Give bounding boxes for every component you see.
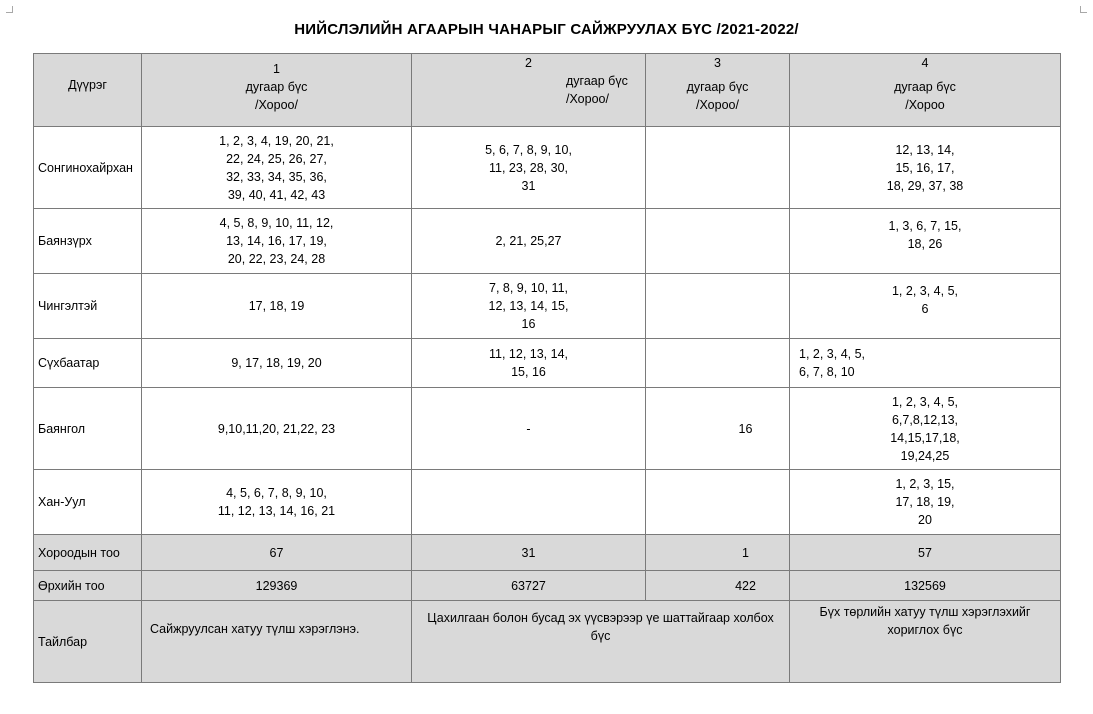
zone-4-household-count: 132569 xyxy=(790,571,1061,601)
zone-4-cell: 1, 2, 3, 4, 5, 6, 7, 8, 10 xyxy=(790,339,1061,388)
district-cell: Баянгол xyxy=(34,388,142,470)
district-cell: Сүхбаатар xyxy=(34,339,142,388)
zone-4-cell: 1, 2, 3, 15, 17, 18, 19, 20 xyxy=(790,470,1061,535)
zone-2-3-note: Цахилгаан болон бусад эх үүсвэрээр үе шаттайгаар холбох бүс xyxy=(412,601,790,683)
notes-row xyxy=(34,601,1061,683)
table-row xyxy=(34,127,1061,209)
zone-3-khoroo-count: 1 xyxy=(646,535,790,571)
zone-1-label: дугаар бүс /Хороо/ xyxy=(245,80,308,112)
zone-2-number: 2 xyxy=(525,56,532,70)
zone-2-label: дугаар бүс /Хороо/ xyxy=(566,74,628,106)
zone-4-note: Бүх төрлийн хатуу түлш хэрэглэхийг хориглох бүс xyxy=(790,601,1061,683)
table-row xyxy=(34,470,1061,535)
zone-1-cell: 17, 18, 19 xyxy=(142,274,412,339)
header-zone-3 xyxy=(646,54,790,127)
zone-3-cell xyxy=(646,127,790,209)
zone-4-khoroo-count: 57 xyxy=(790,535,1061,571)
table-row xyxy=(34,274,1061,339)
zone-4-cell: 1, 3, 6, 7, 15, 18, 26 xyxy=(790,209,1061,274)
zone-1-khoroo-count: 67 xyxy=(142,535,412,571)
header-district-label: Дүүрэг xyxy=(68,78,107,92)
header-zone-4 xyxy=(790,54,1061,127)
household-count-label: Өрхийн тоо xyxy=(34,571,142,601)
zone-1-cell: 9, 17, 18, 19, 20 xyxy=(142,339,412,388)
header-zone-2 xyxy=(412,54,646,127)
header-zone-1 xyxy=(142,54,412,127)
table-row xyxy=(34,339,1061,388)
zone-4-number: 4 xyxy=(921,56,929,70)
notes-label: Тайлбар xyxy=(34,601,142,683)
document-title: НИЙСЛЭЛИЙН АГААРЫН ЧАНАРЫГ САЙЖРУУЛАХ БҮС /2021-2022/ xyxy=(294,21,799,38)
zone-4-cell: 1, 2, 3, 4, 5, 6,7,8,12,13, 14,15,17,18, 19,24,25 xyxy=(790,388,1061,470)
zone-3-household-count: 422 xyxy=(646,571,790,601)
zone-2-cell: 11, 12, 13, 14, 15, 16 xyxy=(412,339,646,388)
zone-2-khoroo-count: 31 xyxy=(412,535,646,571)
zone-2-cell: 7, 8, 9, 10, 11, 12, 13, 14, 15, 16 xyxy=(412,274,646,339)
zone-1-note: Сайжруулсан хатуу түлш хэрэглэнэ. xyxy=(142,601,412,683)
zone-3-cell xyxy=(646,209,790,274)
table-header-row xyxy=(34,54,1061,127)
district-cell: Сонгинохайрхан xyxy=(34,127,142,209)
zone-1-number: 1 xyxy=(273,62,280,76)
district-cell: Хан-Уул xyxy=(34,470,142,535)
page-corner-mark-left xyxy=(6,6,13,13)
zone-3-cell: 16 xyxy=(646,388,790,470)
zone-2-cell xyxy=(412,470,646,535)
zone-1-cell: 9,10,11,20, 21,22, 23 xyxy=(142,388,412,470)
zone-1-cell: 1, 2, 3, 4, 19, 20, 21, 22, 24, 25, 26, 27, 32, 33, 34, 35, 36, 39, 40, 41, 42, 43 xyxy=(142,127,412,209)
table-row xyxy=(34,209,1061,274)
page-corner-mark-right xyxy=(1080,6,1087,13)
zone-3-number: 3 xyxy=(714,56,721,70)
zone-4-label: дугаар бүс /Хороо xyxy=(894,80,956,112)
zone-3-cell xyxy=(646,470,790,535)
zone-3-label: дугаар бүс /Хороо/ xyxy=(686,80,749,112)
zone-1-household-count: 129369 xyxy=(142,571,412,601)
air-quality-zones-table xyxy=(33,53,1061,683)
zone-1-cell: 4, 5, 6, 7, 8, 9, 10, 11, 12, 13, 14, 16, 21 xyxy=(142,470,412,535)
zone-4-cell: 12, 13, 14, 15, 16, 17, 18, 29, 37, 38 xyxy=(790,127,1061,209)
zone-4-cell: 1, 2, 3, 4, 5, 6 xyxy=(790,274,1061,339)
zone-1-cell: 4, 5, 8, 9, 10, 11, 12, 13, 14, 16, 17, 19, 20, 22, 23, 24, 28 xyxy=(142,209,412,274)
zone-2-cell: 2, 21, 25,27 xyxy=(412,209,646,274)
zone-2-household-count: 63727 xyxy=(412,571,646,601)
khoroo-count-label: Хороодын тоо xyxy=(34,535,142,571)
zone-3-cell xyxy=(646,274,790,339)
zone-2-cell: 5, 6, 7, 8, 9, 10, 11, 23, 28, 30, 31 xyxy=(412,127,646,209)
zone-2-cell: - xyxy=(412,388,646,470)
district-cell: Чингэлтэй xyxy=(34,274,142,339)
zone-3-cell xyxy=(646,339,790,388)
household-count-row xyxy=(34,571,1061,601)
header-district xyxy=(34,54,142,127)
table-row xyxy=(34,388,1061,470)
khoroo-count-row xyxy=(34,535,1061,571)
district-cell: Баянзүрх xyxy=(34,209,142,274)
